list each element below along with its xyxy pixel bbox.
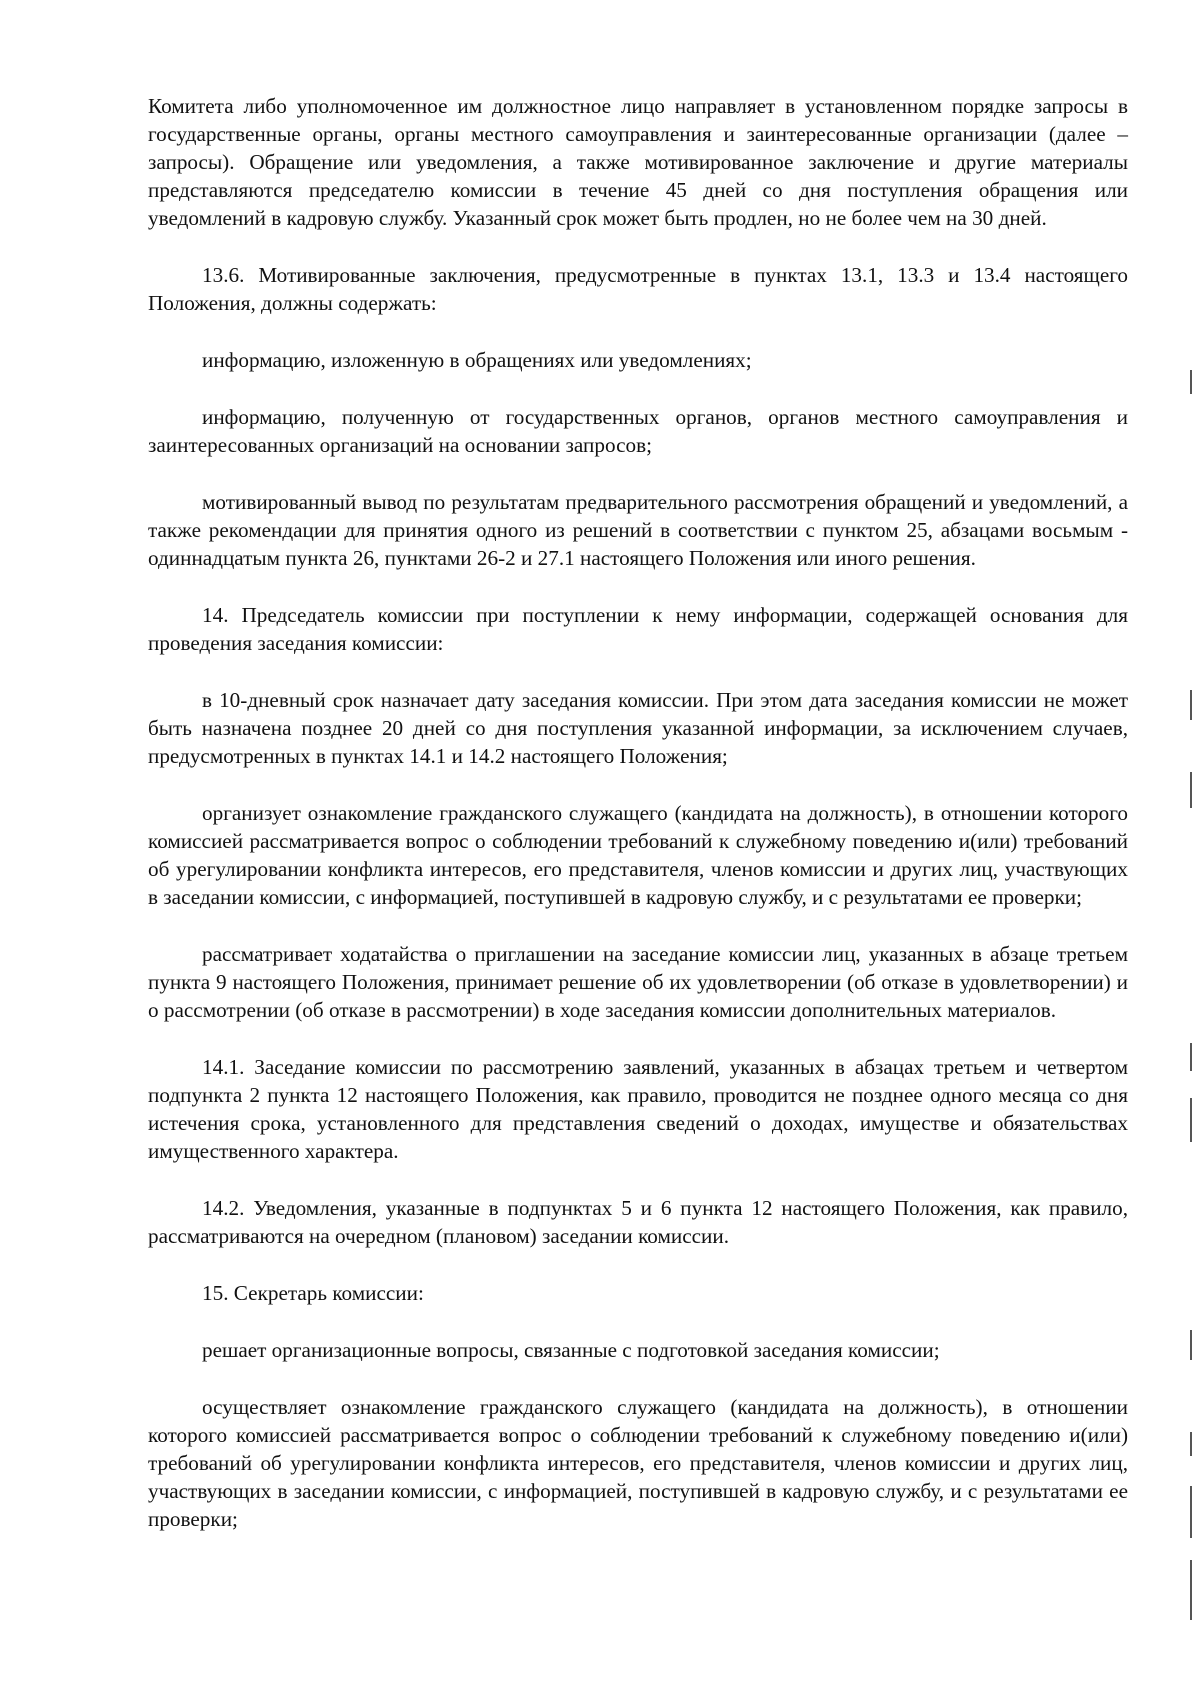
document-page	[148, 92, 1128, 1533]
paragraph-15-item-2: осуществляет ознакомление гражданского служащего (кандидата на должность), в отношении которого комиссией рассматривается вопрос о соблюдении требований к служебному поведению и(или) требований об урегулировании конфликта интересов, его представителя, членов комиссии и других лиц, участвующих в заседании комиссии, с информацией, поступившей в кадровую службу, и с результатами ее проверки;	[148, 1395, 1128, 1531]
paragraph-13-6: 13.6. Мотивированные заключения, предусмотренные в пунктах 13.1, 13.3 и 13.4 настоящего Положения, должны содержать:	[148, 263, 1128, 315]
scan-edge-mark	[1190, 1043, 1192, 1071]
scan-edge-mark	[1190, 1560, 1192, 1620]
scan-edge-mark	[1190, 1486, 1192, 1538]
paragraph-13-6-item-2: информацию, полученную от государственных органов, органов местного самоуправления и заинтересованных организаций на основании запросов;	[148, 405, 1128, 457]
paragraph-continuation: Комитета либо уполномоченное им должностное лицо направляет в установленном порядке запросы в государственные органы, органы местного самоуправления и заинтересованные организации (далее – запросы). Обращение или уведомления, а также мотивированное заключение и другие материалы представляются председателю комиссии в течение 45 дней со дня поступления обращения или уведомлений в кадровую службу. Указанный срок может быть продлен, но не более чем на 30 дней.	[148, 94, 1128, 230]
paragraph-14-2: 14.2. Уведомления, указанные в подпунктах 5 и 6 пункта 12 настоящего Положения, как правило, рассматриваются на очередном (плановом) заседании комиссии.	[148, 1196, 1128, 1248]
scan-edge-mark	[1190, 370, 1192, 394]
paragraph-14-item-3: рассматривает ходатайства о приглашении на заседание комиссии лиц, указанных в абзаце третьем пункта 9 настоящего Положения, принимает решение об их удовлетворении (об отказе в удовлетворении) и о рассмотрении (об отказе в рассмотрении) в ходе заседания комиссии дополнительных материалов.	[148, 942, 1128, 1022]
paragraph-14-item-1: в 10-дневный срок назначает дату заседания комиссии. При этом дата заседания комиссии не может быть назначена позднее 20 дней со дня поступления указанной информации, за исключением случаев, предусмотренных в пунктах 14.1 и 14.2 настоящего Положения;	[148, 688, 1128, 768]
paragraph-13-6-item-3: мотивированный вывод по результатам предварительного рассмотрения обращений и уведомлений, а также рекомендации для принятия одного из решений в соответствии с пунктом 25, абзацами восьмым - одиннадцатым пункта 26, пунктами 26-2 и 27.1 настоящего Положения или иного решения.	[148, 490, 1128, 570]
scan-edge-mark	[1190, 1432, 1192, 1456]
paragraph-15: 15. Секретарь комиссии:	[202, 1281, 424, 1305]
paragraph-14-1: 14.1. Заседание комиссии по рассмотрению заявлений, указанных в абзацах третьем и четвертом подпункта 2 пункта 12 настоящего Положения, как правило, проводится не позднее одного месяца со дня истечения срока, установленного для представления сведений о доходах, имуществе и обязательствах имущественного характера.	[148, 1055, 1128, 1163]
scan-edge-mark	[1190, 1330, 1192, 1360]
scan-edge-mark	[1190, 772, 1192, 808]
scan-edge-mark	[1190, 690, 1192, 720]
paragraph-14-item-2: организует ознакомление гражданского служащего (кандидата на должность), в отношении которого комиссией рассматривается вопрос о соблюдении требований к служебному поведению и(или) требований об урегулировании конфликта интересов, его представителя, членов комиссии и других лиц, участвующих в заседании комиссии, с информацией, поступившей в кадровую службу, и с результатами ее проверки;	[148, 801, 1128, 909]
paragraph-15-item-1: решает организационные вопросы, связанные с подготовкой заседания комиссии;	[202, 1338, 940, 1362]
paragraph-14: 14. Председатель комиссии при поступлении к нему информации, содержащей основания для проведения заседания комиссии:	[148, 603, 1128, 655]
paragraph-13-6-item-1: информацию, изложенную в обращениях или уведомлениях;	[202, 348, 752, 372]
scan-edge-mark	[1190, 1098, 1192, 1142]
